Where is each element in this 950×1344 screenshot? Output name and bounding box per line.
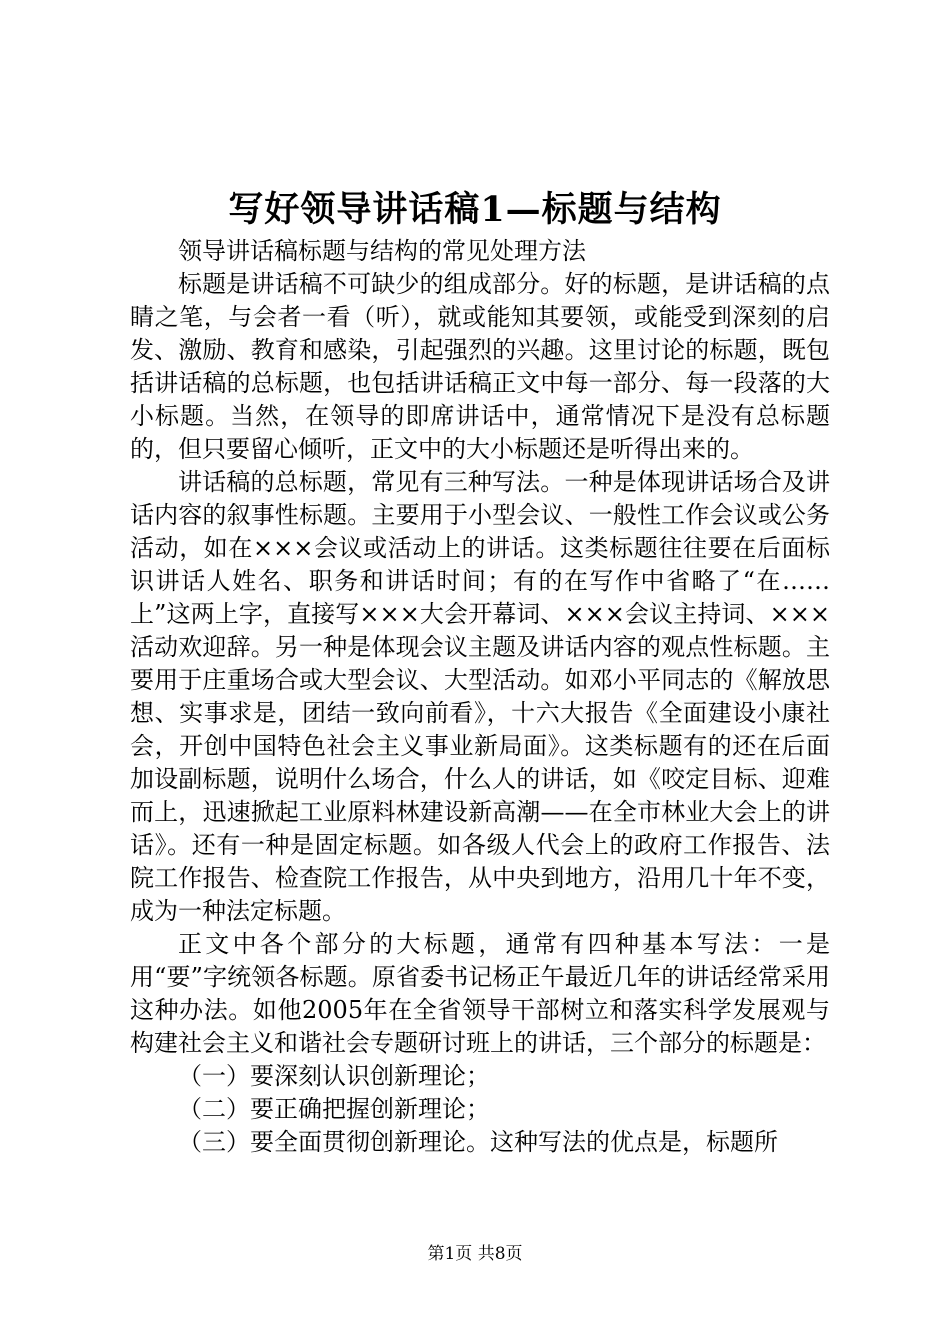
list-item: （三）要全面贯彻创新理论。这种写法的优点是，标题所 bbox=[178, 1128, 778, 1156]
list-item: （一）要深刻认识创新理论； bbox=[178, 1062, 490, 1090]
document-title: 写好领导讲话稿1—标题与结构 bbox=[228, 189, 722, 230]
document-body bbox=[130, 235, 830, 1159]
list-item: （二）要正确把握创新理论； bbox=[178, 1095, 490, 1123]
page-footer: 第1页 共8页 bbox=[427, 1244, 523, 1264]
subtitle-paragraph: 领导讲话稿标题与结构的常见处理方法 bbox=[178, 237, 586, 265]
body-paragraph: 标题是讲话稿不可缺少的组成部分。好的标题，是讲话稿的点睛之笔，与会者一看（听），就或能知其要领，或能受到深刻的启发、激励、教育和感染，引起强烈的兴趣。这里讨论的标题，既包括讲话稿的总标题，也包括讲话稿正文中每一部分、每一段落的大小标题。当然，在领导的即席讲话中，通常情况下是没有总标题的，但只要留心倾听，正文中的大小标题还是听得出来的。 bbox=[130, 270, 830, 463]
body-paragraph: 正文中各个部分的大标题，通常有四种基本写法：一是用“要”字统领各标题。原省委书记杨正午最近几年的讲话经常采用这种办法。如他2005年在全省领导干部树立和落实科学发展观与构建社会主义和谐社会专题研讨班上的讲话，三个部分的标题是： bbox=[130, 930, 830, 1057]
body-paragraph: 讲话稿的总标题，常见有三种写法。一种是体现讲话场合及讲话内容的叙事性标题。主要用于小型会议、一般性工作会议或公务活动，如在×××会议或活动上的讲话。这类标题往往要在后面标识讲话人姓名、职务和讲话时间；有的在写作中省略了“在……上”这两上字，直接写×××大会开幕词、×××会议主持词、×××活动欢迎辞。另一种是体现会议主题及讲话内容的观点性标题。主要用于庄重场合或大型会议、大型活动。如邓小平同志的《解放思想、实事求是，团结一致向前看》，十六大报告《全面建设小康社会，开创中国特色社会主义事业新局面》。这类标题有的还在后面加设副标题，说明什么场合，什么人的讲话，如《咬定目标、迎难而上，迅速掀起工业原料林建设新高潮——在全市林业大会上的讲话》。还有一种是固定标题。如各级人代会上的政府工作报告、法院工作报告、检查院工作报告，从中央到地方，沿用几十年不变，成为一种法定标题。 bbox=[130, 468, 830, 925]
